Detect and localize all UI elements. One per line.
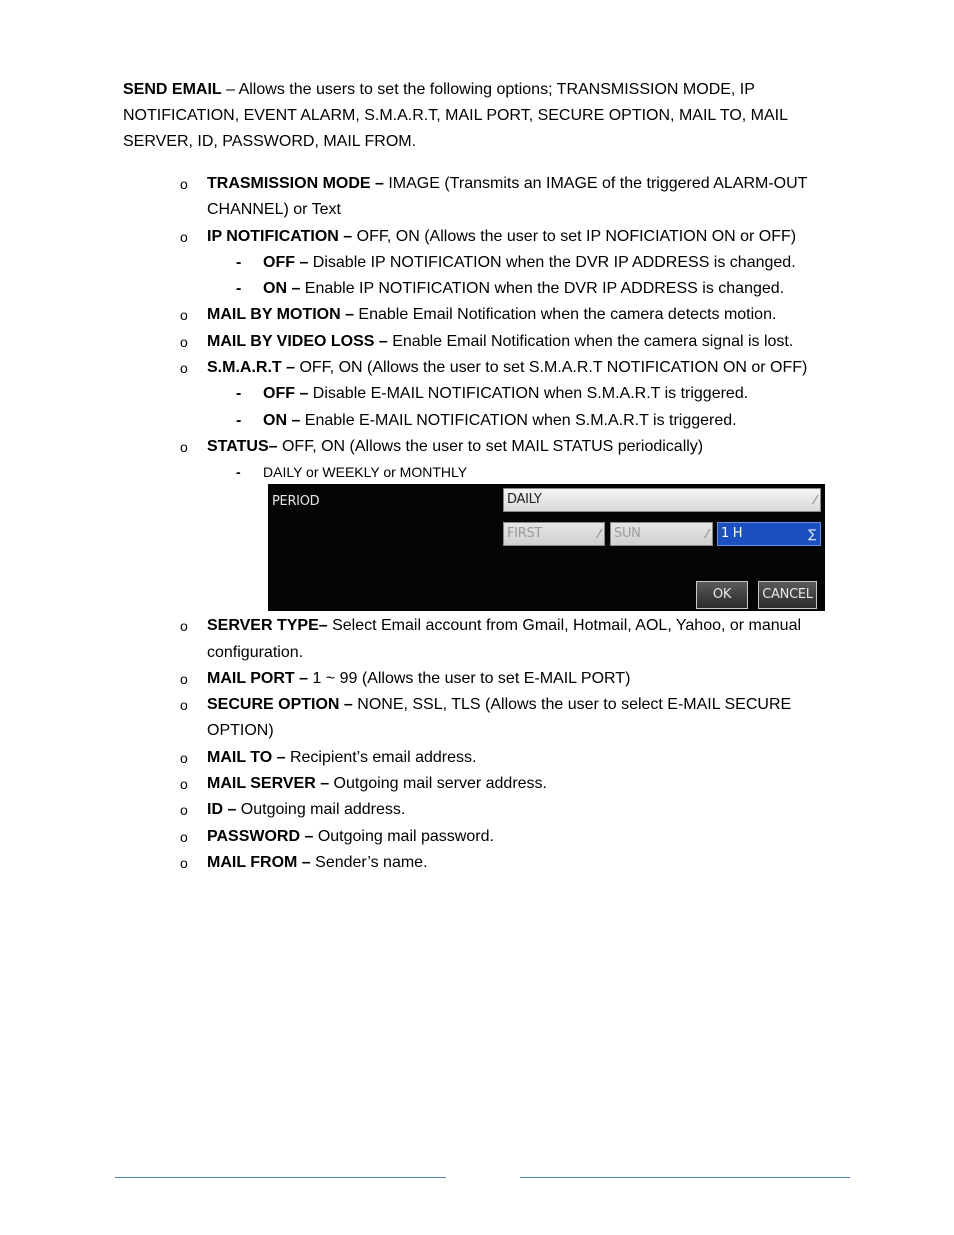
intro-term: SEND EMAIL	[123, 81, 222, 98]
list-item-secure-option: o SECURE OPTION – NONE, SSL, TLS (Allows the user to select E-MAIL SECURE OPTION)	[0, 692, 832, 745]
options-list	[0, 171, 954, 876]
dash-icon: -	[236, 385, 242, 403]
bullet-icon: o	[180, 802, 188, 819]
list-item-id: o ID – Outgoing mail address.	[0, 797, 832, 823]
list-item-mail-by-video-loss: o MAIL BY VIDEO LOSS – Enable Email Notification when the camera signal is lost.	[0, 329, 832, 355]
intro-text: – Allows the users to set the following options; TRANSMISSION MODE, IP NOTIFICATION, EVENT ALARM, S.M.A.R.T, MAIL PORT, SECURE OPTION, MAIL TO, MAIL SERVER, ID, PASSWORD, MAIL FROM.	[123, 81, 788, 150]
list-item-mail-server: o MAIL SERVER – Outgoing mail server address.	[0, 771, 832, 797]
list-item-ip-notification: o IP NOTIFICATION – OFF, ON (Allows the user to set IP NOFICIATION ON or OFF)	[0, 224, 832, 250]
list-item-password: o PASSWORD – Outgoing mail password.	[0, 824, 832, 850]
bullet-icon: o	[180, 360, 188, 377]
bullet-icon: o	[180, 228, 188, 245]
list-item-transmission-mode: o TRASMISSION MODE – IMAGE (Transmits an IMAGE of the triggered ALARM-OUT CHANNEL) or Text	[0, 171, 832, 224]
bullet-icon: o	[180, 670, 188, 687]
sub-item-smart-on: - ON – Enable E-MAIL NOTIFICATION when S.M.A.R.T is triggered.	[0, 408, 843, 434]
list-item-mail-port: o MAIL PORT – 1 ~ 99 (Allows the user to set E-MAIL PORT)	[0, 666, 832, 692]
hour-select[interactable]: 1 H ∑	[717, 522, 821, 546]
period-select[interactable]: DAILY ⁄	[503, 488, 821, 512]
sub-item-ip-off: - OFF – Disable IP NOTIFICATION when the DVR IP ADDRESS is changed.	[0, 250, 843, 276]
day-select[interactable]: SUN ⁄	[610, 522, 713, 546]
bullet-icon: o	[180, 854, 188, 871]
bullet-icon: o	[180, 828, 188, 845]
list-item-server-type: o SERVER TYPE– Select Email account from Gmail, Hotmail, AOL, Yahoo, or manual configuration.	[0, 613, 832, 666]
intro-paragraph	[123, 77, 823, 155]
bullet-icon: o	[180, 749, 188, 766]
sub-item-status-period: - DAILY or WEEKLY or MONTHLY	[0, 460, 843, 484]
list-item-mail-from: o MAIL FROM – Sender’s name.	[0, 850, 832, 876]
footer-rule-right	[520, 1177, 850, 1178]
dropdown-icon: ⁄	[598, 527, 600, 542]
sigma-icon: ∑	[808, 527, 816, 542]
bullet-icon: o	[180, 697, 188, 714]
dropdown-icon: ⁄	[814, 493, 816, 508]
list-item-mail-to: o MAIL TO – Recipient’s email address.	[0, 745, 832, 771]
week-select[interactable]: FIRST ⁄	[503, 522, 605, 546]
period-label: PERIOD	[272, 494, 320, 510]
sub-item-ip-on: - ON – Enable IP NOTIFICATION when the DVR IP ADDRESS is changed.	[0, 276, 843, 302]
dash-icon: -	[236, 411, 242, 429]
dropdown-icon: ⁄	[706, 527, 708, 542]
list-item-status: o STATUS– OFF, ON (Allows the user to set MAIL STATUS periodically)	[0, 434, 832, 460]
dash-icon: -	[236, 280, 242, 298]
cancel-button[interactable]: CANCEL	[758, 581, 817, 609]
bullet-icon: o	[180, 176, 188, 192]
dash-icon: -	[236, 253, 242, 271]
bullet-icon: o	[180, 438, 188, 455]
dash-icon: -	[236, 464, 241, 481]
bullet-icon: o	[180, 618, 188, 635]
dvr-period-dialog	[268, 484, 825, 611]
ok-button[interactable]: OK	[696, 581, 748, 609]
bullet-icon: o	[180, 307, 188, 324]
bullet-icon: o	[180, 776, 188, 793]
sub-item-smart-off: - OFF – Disable E-MAIL NOTIFICATION when S.M.A.R.T is triggered.	[0, 381, 843, 407]
footer-rule-left	[115, 1177, 446, 1178]
list-item-smart: o S.M.A.R.T – OFF, ON (Allows the user to set S.M.A.R.T NOTIFICATION ON or OFF)	[0, 355, 832, 381]
bullet-icon: o	[180, 333, 188, 350]
list-item-mail-by-motion: o MAIL BY MOTION – Enable Email Notification when the camera detects motion.	[0, 302, 832, 328]
